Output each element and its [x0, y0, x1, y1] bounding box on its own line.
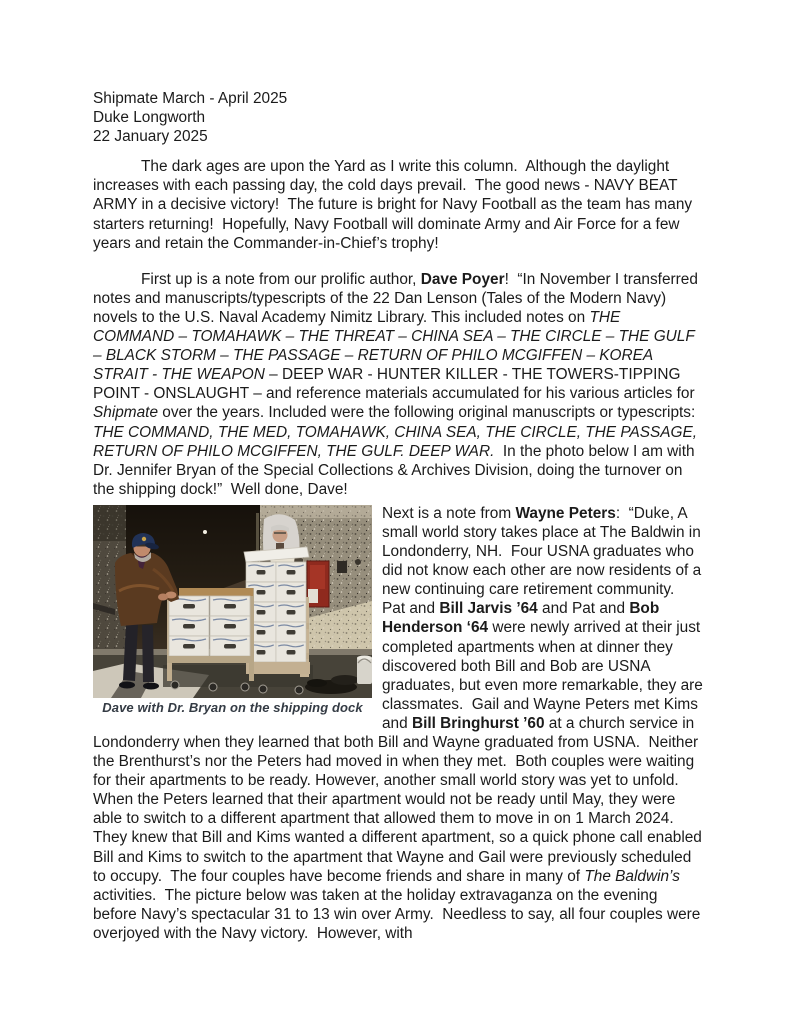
doc-date: 22 January 2025 [93, 128, 208, 146]
paragraph-dark-ages: The dark ages are upon the Yard as I write this column. Although the daylight increases with each passing day, the cold days prevail. The good news - NAVY BEAT ARMY in a decisive victory! The future is bright for Navy Football as the team has many starters returning! Hopefully, Navy Football will dominate Army and Air Force for a few years and retain the Commander-in-Chief’s trophy! [93, 158, 697, 252]
doc-author: Duke Longworth [93, 109, 206, 127]
doc-header [93, 89, 705, 146]
paragraph-dave-poyer: First up is a note from our prolific author, Dave Poyer! “In November I transferred notes and manuscripts/typescripts of the 22 Dan Lenson (Tales of the Modern Navy) novels to the U.S. Naval Academy Nimitz Library. This included notes on THE COMMAND – TOMAHAWK – THE THREAT – CHINA SEA – THE CIRCLE – THE GULF – BLACK STORM – THE PASSAGE – RETURN OF PHILO MCGIFFEN – KOREA STRAIT - THE WEAPON – DEEP WAR - HUNTER KILLER - THE TOWERS-TIPPING POINT - ONSLAUGHT – and reference materials accumulated for his various articles for Shipmate over the years. Included were the following original manuscripts or typescripts: THE COMMAND, THE MED, TOMAHAWK, CHINA SEA, THE CIRCLE, THE PASSAGE, RETURN OF PHILO MCGIFFEN, THE GULF. DEEP WAR. In the photo below I am with Dr. Jennifer Bryan of the Special Collections & Archives Division, doing the turnover on the shipping dock!” Well done, Dave! [93, 270, 703, 498]
doc-title: Shipmate March - April 2025 [93, 90, 288, 107]
shipping-dock-photo [93, 505, 372, 698]
photo-figure [93, 505, 372, 716]
paragraph-wayne-peters-text: Next is a note from Wayne Peters: “Duke, A small world story takes place at The Baldwin in Londonderry, NH. Four USNA graduates who did not know each other are now residents of a new continuing care retirement community. Pat and Bill Jarvis ’64 and Pat and Bob Henderson ‘64 were newly arrived at their just completed apartments when at dinner they discovered both Bill and Bob are USNA graduates, but even more remarkable, they are classmates. Gail and Wayne Peters met Kims and Bill Bringhurst ’60 at a church service in Londonderry when they learned that both Bill and Wayne graduated from USNA. Neither the Brenthurst’s nor the Peters had moved in when they met. Both couples were waiting for their apartments to be ready. However, another small world story was yet to unfold. When the Peters learned that their apartment would not be ready until May, they were able to switch to a different apartment that allowed them to move in on 1 March 2024. They knew that Bill and Kims wanted a different apartment, so a quick phone call enabled Bill and Kims to switch to the apartment that Wayne and Gail were previously scheduled to occupy. The four couples have become friends and share in many of The Baldwin’s activities. The picture below was taken at the holiday extravaganza on the evening before Navy’s spectacular 31 to 13 win over Army. Needless to say, all four couples were overjoyed with the Navy victory. However, with [93, 504, 708, 942]
paragraph-wayne-peters [93, 504, 708, 943]
document-body [93, 89, 708, 943]
photo-caption: Dave with Dr. Bryan on the shipping dock [102, 699, 363, 715]
